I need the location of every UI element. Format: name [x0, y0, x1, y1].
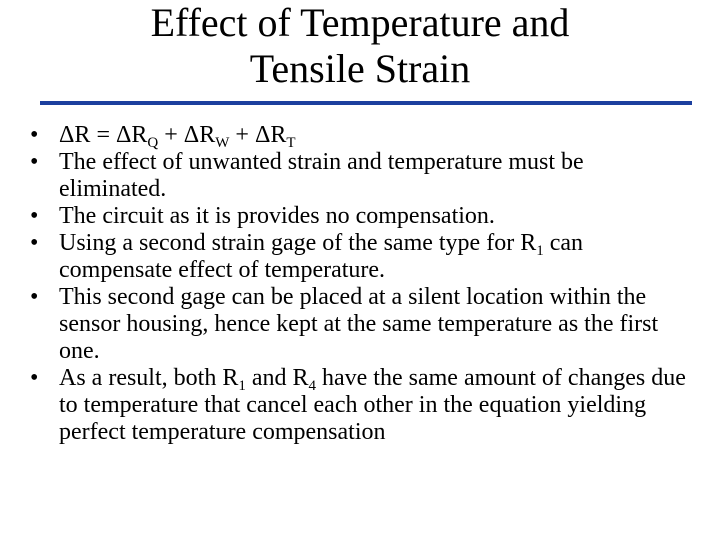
bullet-item — [24, 284, 694, 365]
bullet-text — [59, 149, 584, 202]
bullet-text — [59, 284, 658, 364]
subscript: Q — [147, 135, 159, 151]
bullet-item — [24, 365, 694, 446]
bullet-item — [24, 122, 694, 149]
bullet-text — [59, 203, 495, 229]
bullet-text — [59, 230, 583, 283]
bullet-marker: • — [30, 149, 39, 175]
text-segment: The circuit as it is provides no compensation. — [59, 203, 495, 229]
bullet-marker: • — [30, 203, 39, 229]
bullet-item — [24, 203, 694, 230]
text-segment: can compensate effect of temperature. — [59, 230, 584, 283]
slide-title — [0, 0, 720, 92]
bullet-item — [24, 230, 694, 284]
title-line-1: Effect of Temperature and — [150, 0, 570, 45]
bullet-marker: • — [30, 284, 39, 310]
subscript: 4 — [308, 378, 316, 394]
title-line-2: Tensile Strain — [249, 46, 471, 91]
subscript: 1 — [238, 378, 246, 394]
bullet-marker: • — [30, 365, 39, 391]
text-segment: have the same amount of changes due to temperature that cancel each other in the equation yielding perfect temperature compensation — [59, 365, 686, 445]
text-segment: + ΔR — [158, 122, 216, 148]
bullet-text — [59, 365, 686, 445]
text-segment: As a result, both R — [59, 365, 239, 391]
bullet-item — [24, 149, 694, 203]
text-segment: and R — [245, 365, 309, 391]
text-segment: ΔR = ΔR — [59, 122, 148, 148]
text-segment: The effect of unwanted strain and temperature must be eliminated. — [59, 149, 584, 202]
text-segment: Using a second strain gage of the same type for R — [59, 230, 537, 256]
text-segment: This second gage can be placed at a silent location within the sensor housing, hence kept at the same temperature as the first one. — [59, 284, 659, 364]
title-divider — [40, 101, 692, 105]
bullet-marker: • — [30, 122, 39, 148]
text-segment: + ΔR — [229, 122, 287, 148]
bullet-marker: • — [30, 230, 39, 256]
subscript: 1 — [536, 243, 544, 259]
bullet-text — [59, 122, 296, 151]
bullet-list — [24, 122, 694, 446]
subscript: W — [215, 135, 230, 151]
subscript: T — [286, 135, 296, 151]
